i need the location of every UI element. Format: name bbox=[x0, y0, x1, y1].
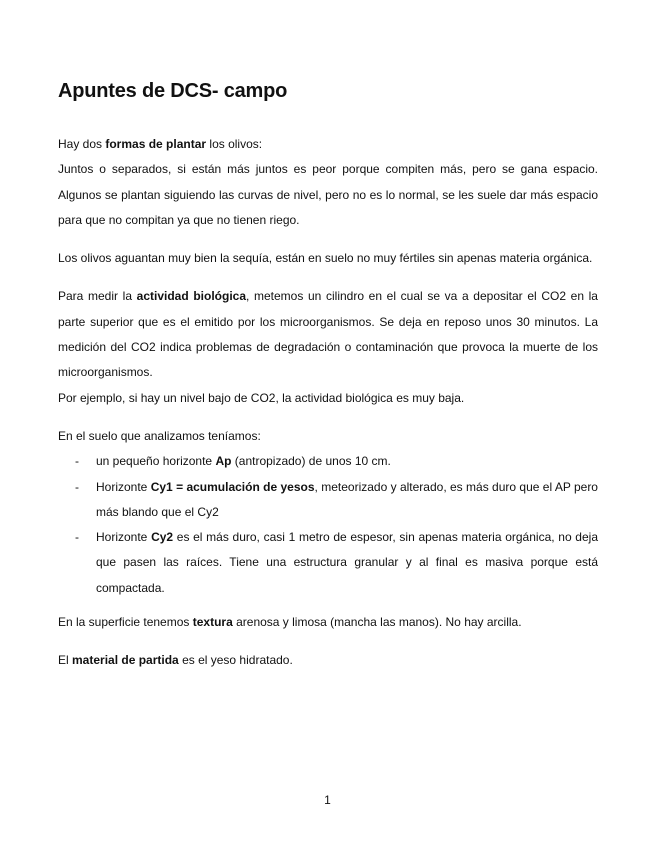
dash-bullet: - bbox=[75, 479, 79, 494]
text-run: El bbox=[58, 653, 73, 668]
bold-term: textura bbox=[192, 615, 233, 630]
list-item bbox=[58, 475, 598, 526]
text-run: Horizonte bbox=[96, 530, 152, 545]
page-number: 1 bbox=[324, 793, 331, 807]
text-run: Para medir la bbox=[58, 289, 137, 304]
paragraph-drought: Los olivos aguantan muy bien la sequía, están en suelo no muy fértiles sin apenas materia orgánica. bbox=[58, 251, 593, 266]
text-run: , meteorizado y alterado, es más duro que el AP pero más blando que el Cy2 bbox=[96, 479, 598, 519]
bold-term: formas de plantar bbox=[105, 137, 207, 151]
text-run: un pequeño horizonte bbox=[96, 454, 216, 469]
bold-term: actividad biológica bbox=[136, 289, 246, 304]
document-body bbox=[58, 78, 598, 674]
paragraph-planting-detail: Juntos o separados, si están más juntos es peor porque compiten más, pero se gana espacio. Algunos se plantan siguiendo las curvas de nivel, pero no es lo normal, se les suele dar más espacio para que no compitan ya que no tienen riego. bbox=[58, 162, 598, 227]
list-item bbox=[58, 525, 598, 601]
paragraph-soil-intro: En el suelo que analizamos teníamos: bbox=[58, 428, 261, 443]
bold-term: Cy2 bbox=[151, 530, 174, 545]
document-title: Apuntes de DCS- campo bbox=[58, 80, 288, 102]
bold-term: material de partida bbox=[72, 653, 179, 668]
dash-bullet: - bbox=[75, 530, 79, 545]
text-run: arenosa y limosa (mancha las manos). No hay arcilla. bbox=[232, 615, 522, 630]
paragraph-parent-material bbox=[58, 648, 598, 673]
paragraph-biological-activity bbox=[58, 284, 598, 385]
paragraph-planting-forms bbox=[58, 132, 598, 157]
text-run: Horizonte bbox=[96, 479, 151, 494]
text-run: (antropizado) de unos 10 cm. bbox=[231, 454, 391, 469]
text-run: es el yeso hidratado. bbox=[178, 653, 293, 668]
list-item bbox=[58, 449, 598, 474]
text-run: los olivos: bbox=[206, 137, 263, 151]
text-run: es el más duro, casi 1 metro de espesor, sin apenas materia orgánica, no deja que pasen las raíces. Tiene una estructura granular y al final es masiva porque está compactada. bbox=[96, 530, 598, 595]
text-run: Hay dos bbox=[58, 137, 106, 151]
paragraph-co2-example: Por ejemplo, si hay un nivel bajo de CO2, la actividad biológica es muy baja. bbox=[58, 390, 465, 405]
bold-term: Cy1 = acumulación de yesos bbox=[150, 479, 315, 494]
dash-bullet: - bbox=[75, 454, 79, 469]
text-run: , metemos un cilindro en el cual se va a depositar el CO2 en la parte superior que es el emitido por los microorganismos. Se deja en reposo unos 30 minutos. La medición del CO2 indica problemas de degradación o contaminación que provoca la muerte de los microorganismos. bbox=[58, 289, 598, 380]
paragraph-texture bbox=[58, 610, 598, 635]
bold-term: Ap bbox=[215, 454, 232, 469]
text-run: En la superficie tenemos bbox=[58, 615, 193, 630]
horizon-list bbox=[58, 449, 598, 601]
